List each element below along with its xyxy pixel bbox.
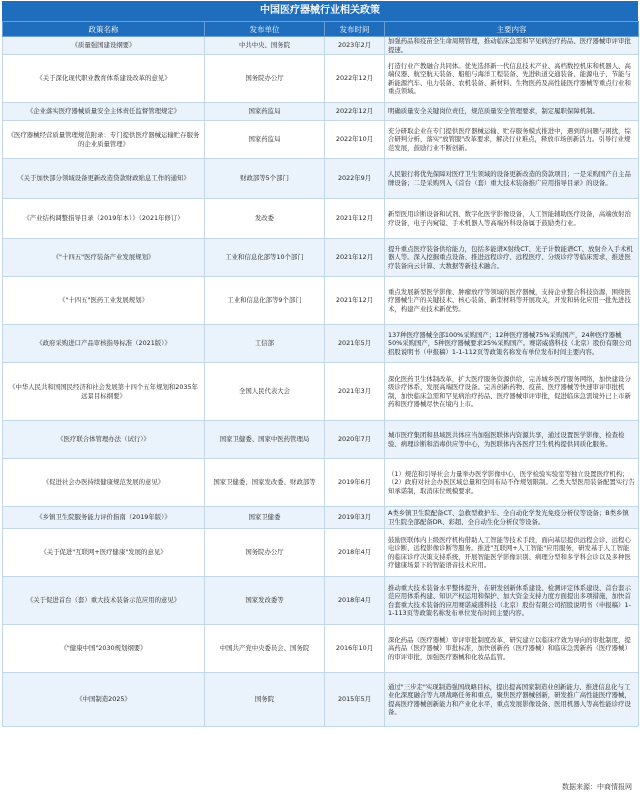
col-header-issuer: 发布单位: [205, 22, 325, 37]
issuer-cell: 国家药监局: [205, 121, 325, 159]
date-cell: 2022年9月: [325, 159, 385, 199]
issuer-cell: 国家卫健委: [205, 507, 325, 529]
content-cell: 鼓励医联体内上级医疗机构借助人工智能等技术手段，面向基层提供远程会诊、远程心电诊断、远程影像诊断等服务。推进"互联网+人工智能"应用服务，研发基于人工智能的临床诊疗决策支持系统，开展智能医学影像识别、病理分型和多学科会诊以及多种医疗健康场景下的智能语音技术应用。: [385, 529, 639, 577]
content-cell: 打造行业产教融合共同体。优先选择新一代信息技术产业、高档数控机床和机器人、高端仪器、航空航天装备、船舶与海洋工程装备、先进轨道交通装备、能源电子、节能与新能源汽车、电力装备、农机装备、新材料、生物医药及高性能医疗器械等重点行业和重点领域。: [385, 55, 639, 103]
table-body: [3, 37, 639, 727]
date-cell: 2021年12月: [325, 277, 385, 325]
date-cell: 2015年5月: [325, 673, 385, 727]
policy-table-container: [2, 1, 638, 793]
issuer-cell: 中国共产党中央委员会、国务院: [205, 625, 325, 673]
policy-table: [2, 21, 639, 727]
policy-name-cell: 《关于深化现代职业教育体系建设改革的意见》: [3, 55, 205, 103]
date-cell: 2018年4月: [325, 577, 385, 625]
table-row: [3, 159, 639, 199]
issuer-cell: 国家卫健委、国家发改委、财政部等: [205, 459, 325, 507]
date-cell: 2021年12月: [325, 199, 385, 239]
content-cell: 明确质量安全关键岗位责任，规范质量安全管理要求，制定履职保障机制。: [385, 103, 639, 121]
content-cell: 城市医疗集团和县域医共体应当加强医联体内资源共享，通过设置医学影像、检查检验、病理诊断和消毒供应等中心，为医联体内各医疗卫生机构提供同质化服务。: [385, 421, 639, 459]
policy-name-cell: 《医疗联合体管理办法（试行）》: [3, 421, 205, 459]
issuer-cell: 国家发改委等: [205, 577, 325, 625]
table-row: [3, 421, 639, 459]
date-cell: 2022年12月: [325, 55, 385, 103]
table-row: [3, 363, 639, 421]
table-row: [3, 199, 639, 239]
policy-name-cell: 《企业落实医疗器械质量安全主体责任监督管理规定》: [3, 103, 205, 121]
header-row: [3, 22, 639, 37]
date-cell: 2021年3月: [325, 363, 385, 421]
policy-name-cell: 《政府采购进口产品审核指导标准（2021版）》: [3, 325, 205, 363]
date-cell: 2021年5月: [325, 325, 385, 363]
content-cell: 加强药品和疫苗全生命周期管理，推动临床急需和罕见病治疗药品、医疗器械审评审批提速。: [385, 37, 639, 55]
table-row: [3, 325, 639, 363]
issuer-cell: 工业和信息化部等10个部门: [205, 239, 325, 277]
date-cell: 2023年2月: [325, 37, 385, 55]
issuer-cell: 工信部: [205, 325, 325, 363]
table-row: [3, 625, 639, 673]
content-cell: 深化医药卫生体制改革，扩大医疗服务资源供给，完善城乡医疗服务网络，加快建设分级诊疗体系，发展高端医疗设备。完善创新药物、疫苗、医疗器械等快速审评审批机制，加快临床急需和罕见病治疗药品、医疗器械审评审批，促进临床急需境外已上市新药和医疗器械尽快在境内上市。: [385, 363, 639, 421]
table-row: [3, 507, 639, 529]
date-cell: 2022年10月: [325, 121, 385, 159]
table-row: [3, 459, 639, 507]
policy-name-cell: 《质量强国建设纲要》: [3, 37, 205, 55]
policy-name-cell: 《产业结构调整指导目录（2019年本）》（2021年修订）: [3, 199, 205, 239]
source-note: 数据来源：中商情报网: [562, 783, 632, 791]
policy-name-cell: 《关于促进"互联网+医疗健康"发展的意见》: [3, 529, 205, 577]
table-row: [3, 577, 639, 625]
content-cell: 充分研取企业在专门提供医疗器械运输、贮存服务模式推进中，遇到的问题与困扰，综合研判分析，落实"放管服"改革要求，解决行业难点，释放市场创新活力。引导行业规范发展，鼓励行业不断创新。: [385, 121, 639, 159]
policy-name-cell: 《促进社会办医持续健康规范发展的意见》: [3, 459, 205, 507]
policy-name-cell: 《"十四五"医药工业发展规划》: [3, 277, 205, 325]
policy-name-cell: 《"十四五"医疗装备产业发展规划》: [3, 239, 205, 277]
issuer-cell: 国务院办公厅: [205, 55, 325, 103]
issuer-cell: 发改委: [205, 199, 325, 239]
content-cell: 137种医疗器械全部100%采购国产；12种医疗器械75%采购国产，24种医疗器械50%采购国产，5种医疗器械要求25%采购国产。赛诺威盛科技（北京）股份有限公司招股说明书（申报稿）1-1-112页等政策名称发布单位发布时间主要内容。: [385, 325, 639, 363]
content-cell: 重点发展新型医学影像、肿瘤放疗等领域的医疗器械，支持企业整合科技资源，围绕医疗器械生产的关键技术、核心装备、新型材料等开展攻关，开发和转化应用一批先进技术，构建产业技术新优势。: [385, 277, 639, 325]
content-cell: 提升重点医疗装备供给能力，包括多能谱X射线CT、光子计数能谱CT、放射介入手术机器人等。深入挖掘重点设备、推进远程诊疗、远程医疗、分级诊疗等临床需求，推进医疗装备向云计算、大数据等新技术融合。: [385, 239, 639, 277]
table-row: [3, 121, 639, 159]
date-cell: 2019年3月: [325, 507, 385, 529]
policy-name-cell: 《"健康中国"2030规划纲要》: [3, 625, 205, 673]
date-cell: 2018年4月: [325, 529, 385, 577]
content-cell: 通过"三步走"实现制造强国战略目标，提出提高国家制造业创新能力、推进信息化与工业化深度融合等九项战略任务和重点，聚焦医疗器械创新，研发推广高性能医疗器械，提高医疗器械创新能力和产业化水平，重点发展影像设备、医用机器人等高性能诊疗设备。: [385, 673, 639, 727]
content-cell: 推动重大技术装备水平整体提升，在研发创新体系建设、检测评定体系建设、首台套示范应用体系构建、知识产权运用和保护、加大资金支持力度方面提出多项措施，加快首台套重大技术装备的应用赛诺威盛科技（北京）股份有限公司招股说明书（申报稿）1-1-113页等政策名称发布单位发布时间主要内容。: [385, 577, 639, 625]
table-row: [3, 277, 639, 325]
table-title: 中国医疗器械行业相关政策: [2, 1, 638, 21]
policy-name-cell: 《关于加快部分领域设备更新改造贷款财政贴息工作的通知》: [3, 159, 205, 199]
issuer-cell: 中共中央、国务院: [205, 37, 325, 55]
issuer-cell: 全国人民代表大会: [205, 363, 325, 421]
table-row: [3, 55, 639, 103]
date-cell: 2019年6月: [325, 459, 385, 507]
content-cell: A类乡镇卫生院配备CT、急救型救护车、全自动化学发光免疫分析仪等设备；B类乡镇卫生院全部配备DR、彩超、全自动生化分析仪等设备。: [385, 507, 639, 529]
policy-name-cell: 《乡镇卫生院服务能力评价指南（2019年版）》: [3, 507, 205, 529]
table-row: [3, 37, 639, 55]
policy-name-cell: 《关于促进首台（套）重大技术装备示范应用的意见》: [3, 577, 205, 625]
table-row: [3, 673, 639, 727]
issuer-cell: 工业和信息化部等9个部门: [205, 277, 325, 325]
col-header-policy-name: 政策名称: [3, 22, 205, 37]
table-row: [3, 103, 639, 121]
content-cell: 新型医用诊断设备和试剂、数字化医学影像设备，人工智能辅助医疗设备，高端放射治疗设备，电子内窥镜、手术机器人等高端外科设备属于鼓励类行业。: [385, 199, 639, 239]
policy-name-cell: 《中国制造2025》: [3, 673, 205, 727]
col-header-date: 发布时间: [325, 22, 385, 37]
table-row: [3, 529, 639, 577]
issuer-cell: 国务院办公厅: [205, 529, 325, 577]
date-cell: 2016年10月: [325, 625, 385, 673]
issuer-cell: 国家药监局: [205, 103, 325, 121]
col-header-content: 主要内容: [385, 22, 639, 37]
date-cell: 2020年7月: [325, 421, 385, 459]
issuer-cell: 国务院: [205, 673, 325, 727]
issuer-cell: 国家卫健委、国家中医药管理局: [205, 421, 325, 459]
content-cell: （1）规范和引导社会力量举办医学影像中心，医学检验实验室等独立设置医疗机构；（2）政府对社会办医区域总量和空间布局不作规划限制。乙类大型医用装备配置实行告知承诺制，取消床位规模要求。: [385, 459, 639, 507]
issuer-cell: 财政部等5个部门: [205, 159, 325, 199]
date-cell: 2021年12月: [325, 239, 385, 277]
policy-name-cell: 《中华人民共和国国民经济和社会发展第十四个五年规划和2035年远景目标纲要》: [3, 363, 205, 421]
content-cell: 人民银行将优先保障对医疗卫生领域的设备更新改造的贷款项目；一是采购国产自主品牌设备；二是采购列入《首台（套）重大技术装备推广应用指导目录》的设备。: [385, 159, 639, 199]
content-cell: 深化药品（医疗器械）审评审批制度改革，研究建立以临床疗效为导向的审批制度，提高药品（医疗器械）审批标准，加快创新药（医疗器械）和临床急需新药（医疗器械）的审评审批，加强医疗器械和化妆品监管。: [385, 625, 639, 673]
table-row: [3, 239, 639, 277]
date-cell: 2022年12月: [325, 103, 385, 121]
policy-name-cell: 《医疗器械经营质量管理规范附录：专门提供医疗器械运输贮存服务的企业质量管理》: [3, 121, 205, 159]
